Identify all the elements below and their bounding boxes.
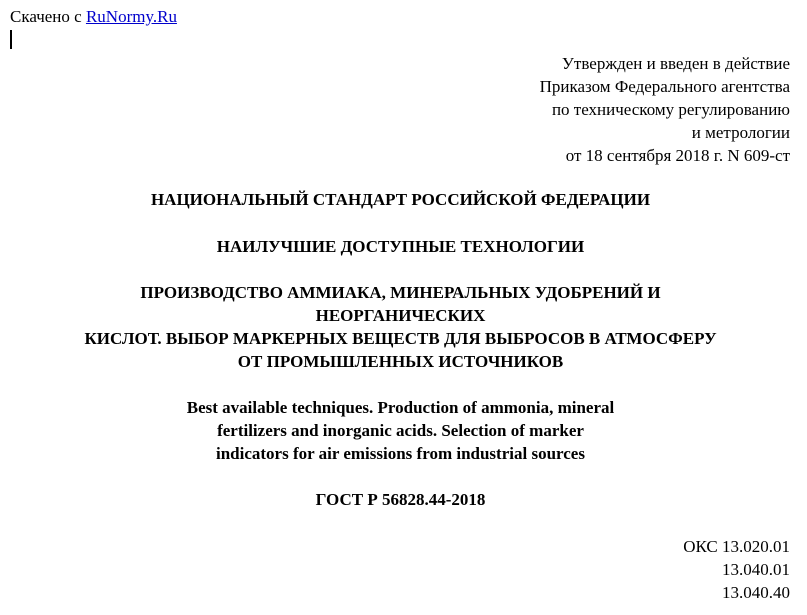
title-line: ОТ ПРОМЫШЛЕННЫХ ИСТОЧНИКОВ xyxy=(237,352,564,371)
standard-number: ГОСТ Р 56828.44-2018 xyxy=(315,490,486,509)
document-title xyxy=(0,281,804,373)
title-line: НЕОРГАНИЧЕСКИХ xyxy=(315,306,486,325)
approval-line: Утвержден и введен в действие xyxy=(561,54,790,73)
approval-line: по техническому регулированию xyxy=(551,100,790,119)
text-cursor xyxy=(10,30,12,49)
classification-line: 13.040.40 xyxy=(722,583,790,602)
approval-block xyxy=(540,52,790,167)
classification-line: 13.040.01 xyxy=(722,560,790,579)
classification-line: ОКС 13.020.01 xyxy=(683,537,790,556)
approval-line: Приказом Федерального агентства xyxy=(539,77,790,96)
title-line: КИСЛОТ. ВЫБОР МАРКЕРНЫХ ВЕЩЕСТВ ДЛЯ ВЫБРОСОВ В АТМОСФЕРУ xyxy=(84,329,717,348)
series-text: НАИЛУЧШИЕ ДОСТУПНЫЕ ТЕХНОЛОГИИ xyxy=(216,237,585,256)
title-line: ПРОИЗВОДСТВО АММИАКА, МИНЕРАЛЬНЫХ УДОБРЕНИЙ И xyxy=(140,283,661,302)
source-line xyxy=(10,6,177,28)
series-heading xyxy=(0,235,804,258)
approval-line: от 18 сентября 2018 г. N 609-ст xyxy=(565,146,790,165)
english-title-line: Best available techniques. Production of ammonia, mineral xyxy=(186,398,615,417)
national-standard-text: НАЦИОНАЛЬНЫЙ СТАНДАРТ РОССИЙСКОЙ ФЕДЕРАЦИИ xyxy=(150,190,651,209)
approval-line: и метрологии xyxy=(691,123,790,142)
english-title xyxy=(0,396,804,465)
english-title-line: fertilizers and inorganic acids. Selection of marker xyxy=(217,421,584,440)
national-standard-heading xyxy=(0,188,804,211)
source-link[interactable]: RuNormy.Ru xyxy=(85,7,177,26)
source-prefix: Скачено с xyxy=(10,7,86,26)
classification-block xyxy=(683,535,790,604)
english-title-line: indicators for air emissions from industrial sources xyxy=(216,444,585,463)
standard-number-heading xyxy=(0,488,804,511)
